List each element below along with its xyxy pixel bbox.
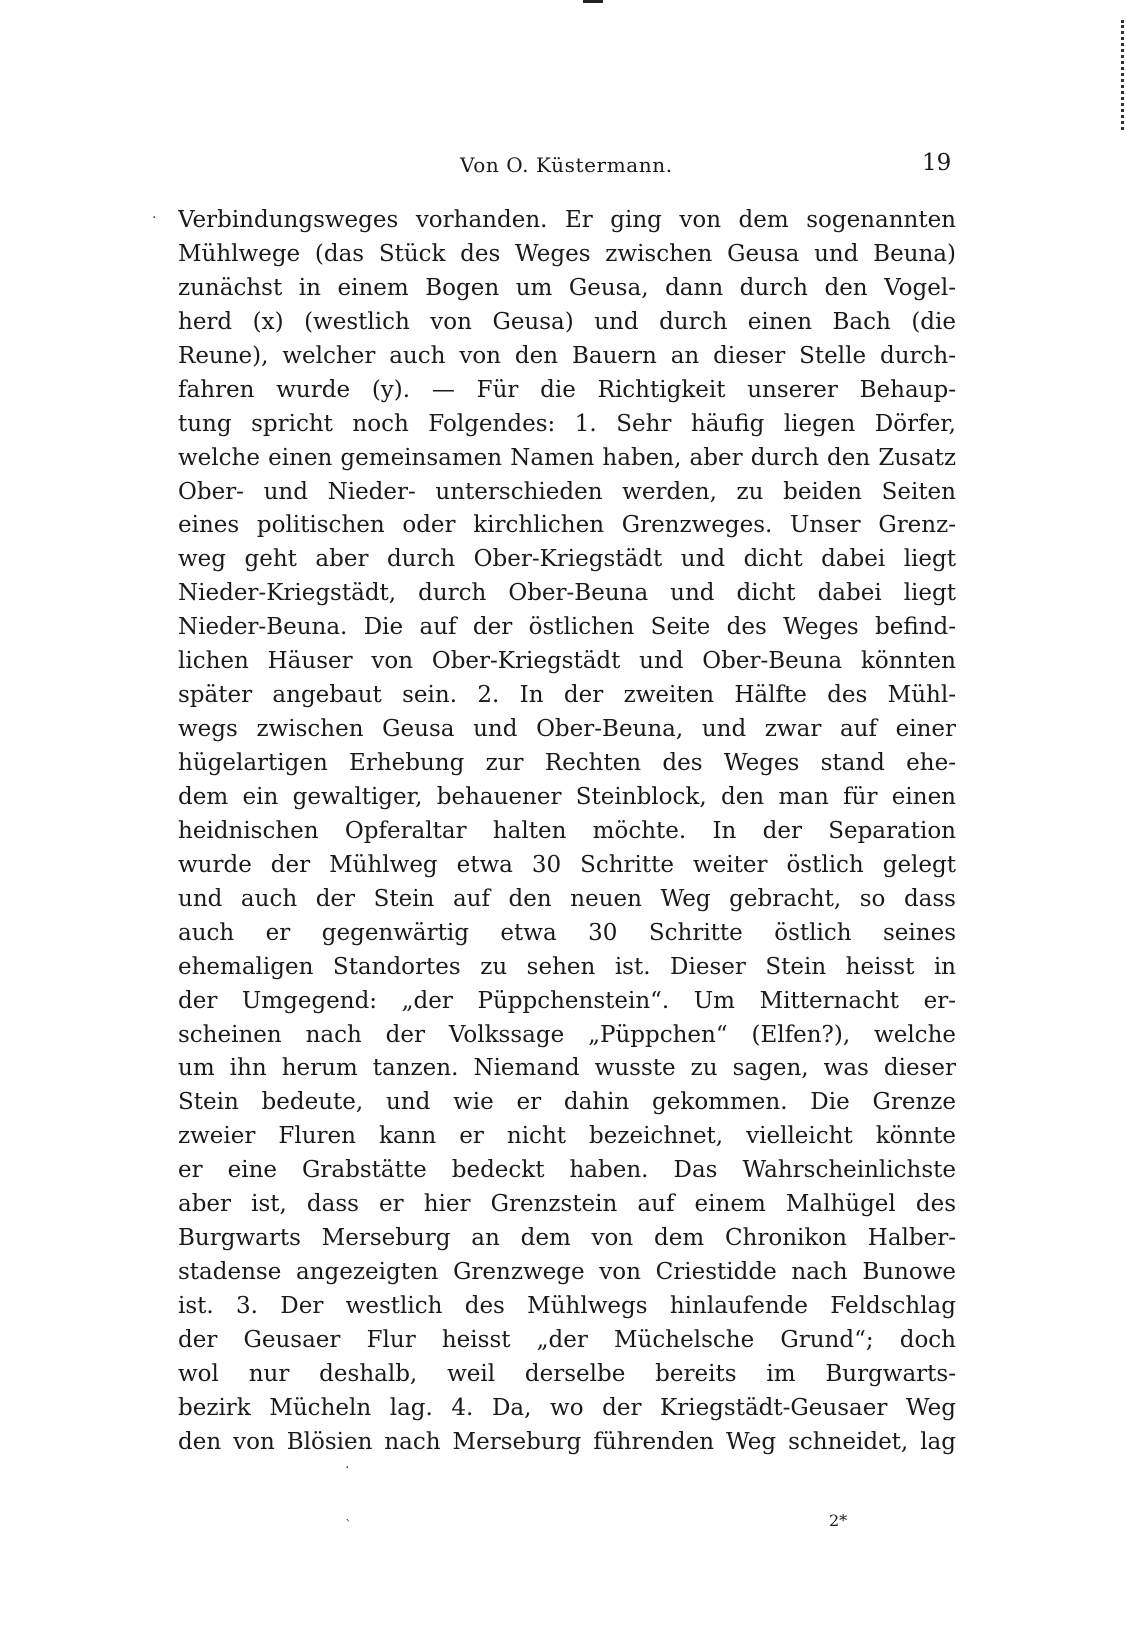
right-edge-marks — [1118, 20, 1124, 130]
text-line: den von Blösien nach Merseburg führenden Weg schneidet, lag — [178, 1428, 956, 1455]
text-line: um ihn herum tanzen. Niemand wusste zu sagen, was dieser — [178, 1055, 956, 1082]
running-head: Von O. Küstermann. — [460, 153, 673, 177]
text-line: und auch der Stein auf den neuen Weg gebracht, so dass — [178, 885, 956, 912]
text-line: wol nur deshalb, weil derselbe bereits im Burgwarts- — [178, 1360, 956, 1387]
text-line: eines politischen oder kirchlichen Grenzweges. Unser Grenz- — [178, 512, 956, 539]
text-line: wurde der Mühlweg etwa 30 Schritte weiter östlich gelegt — [178, 851, 956, 878]
stray-dot: ` — [345, 1518, 352, 1534]
text-line: welche einen gemeinsamen Namen haben, aber durch den Zusatz — [178, 444, 956, 471]
text-line: der Umgegend: „der Püppchenstein“. Um Mitternacht er- — [178, 987, 956, 1014]
text-line: ist. 3. Der westlich des Mühlwegs hinlaufende Feldschlag — [178, 1293, 956, 1319]
text-line: scheinen nach der Volkssage „Püppchen“ (Elfen?), welche — [178, 1021, 956, 1048]
page-number: 19 — [922, 150, 952, 176]
text-line: er eine Grabstätte bedeckt haben. Das Wahrscheinlichste — [178, 1157, 956, 1184]
stray-dot: · — [345, 1460, 350, 1476]
margin-dot: · — [152, 210, 157, 226]
text-line: später angebaut sein. 2. In der zweiten Hälfte des Mühl- — [178, 682, 956, 709]
text-line: Stein bedeute, und wie er dahin gekommen. Die Grenze — [178, 1089, 956, 1116]
text-line: fahren wurde (y). — Für die Richtigkeit unserer Behaup- — [178, 376, 956, 403]
text-line: weg geht aber durch Ober-Kriegstädt und dicht dabei liegt — [178, 546, 956, 573]
text-line: tung spricht noch Folgendes: 1. Sehr häufig liegen Dörfer, — [178, 410, 956, 437]
text-line: dem ein gewaltiger, behauener Steinblock, den man für einen — [178, 783, 956, 810]
text-line: lichen Häuser von Ober-Kriegstädt und Ober-Beuna könnten — [178, 648, 956, 675]
text-line: aber ist, dass er hier Grenzstein auf einem Malhügel des — [178, 1191, 956, 1218]
text-line: Ober- und Nieder- unterschieden werden, zu beiden Seiten — [178, 478, 956, 505]
text-line: Verbindungsweges vorhanden. Er ging von dem sogenannten — [178, 207, 956, 233]
text-line: auch er gegenwärtig etwa 30 Schritte östlich seines — [178, 919, 956, 946]
text-line: stadense angezeigten Grenzwege von Criestidde nach Bunowe — [178, 1259, 956, 1286]
text-line: Nieder-Beuna. Die auf der östlichen Seite des Weges befind- — [178, 614, 956, 641]
text-line: hügelartigen Erhebung zur Rechten des Weges stand ehe- — [178, 750, 956, 776]
top-edge-mark — [583, 0, 603, 3]
text-line: ehemaligen Standortes zu sehen ist. Dieser Stein heisst in — [178, 953, 956, 980]
text-line: Mühlwege (das Stück des Weges zwischen Geusa und Beuna) — [178, 240, 956, 267]
signature-mark: 2* — [829, 1511, 848, 1530]
text-line: zweier Fluren kann er nicht bezeichnet, vielleicht könnte — [178, 1123, 956, 1150]
text-line: Reune), welcher auch von den Bauern an dieser Stelle durch- — [178, 342, 956, 369]
body-text — [178, 204, 956, 1460]
text-line: der Geusaer Flur heisst „der Müchelsche Grund“; doch — [178, 1326, 956, 1353]
text-line: Nieder-Kriegstädt, durch Ober-Beuna und dicht dabei liegt — [178, 580, 956, 607]
text-line: Burgwarts Merseburg an dem von dem Chronikon Halber- — [178, 1225, 956, 1252]
text-line: wegs zwischen Geusa und Ober-Beuna, und zwar auf einer — [178, 716, 956, 743]
text-line: bezirk Mücheln lag. 4. Da, wo der Kriegstädt-Geusaer Weg — [178, 1394, 956, 1421]
text-line: heidnischen Opferaltar halten möchte. In der Separation — [178, 817, 956, 844]
text-line: zunächst in einem Bogen um Geusa, dann durch den Vogel- — [178, 274, 956, 301]
text-line: herd (x) (westlich von Geusa) und durch einen Bach (die — [178, 308, 956, 335]
